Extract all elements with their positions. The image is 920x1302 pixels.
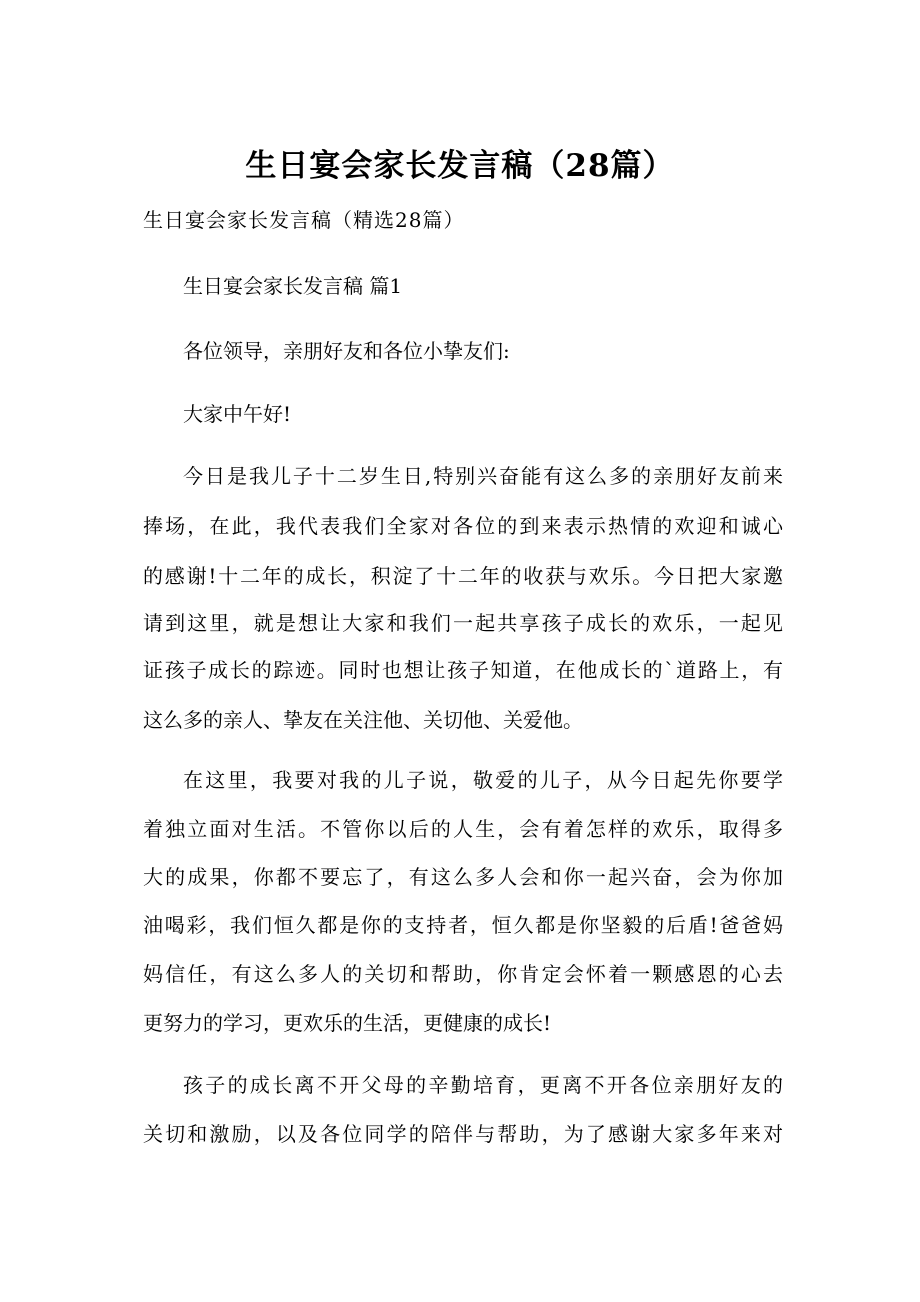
paragraph-line: 证孩子成长的踪迹。同时也想让孩子知道，在他成长的`道路上，有 xyxy=(143,658,783,682)
paragraph-line: 更努力的学习，更欢乐的生活，更健康的成长! xyxy=(143,1011,552,1035)
paragraph-line: 着独立面对生活。不管你以后的人生，会有着怎样的欢乐，取得多 xyxy=(143,817,783,841)
paragraph-line: 大的成果，你都不要忘了，有这么多人会和你一起兴奋，会为你加 xyxy=(143,865,783,889)
paragraph-line: 请到这里，就是想让大家和我们一起共享孩子成长的欢乐，一起见 xyxy=(143,611,783,635)
paragraph-line: 这么多的亲人、挚友在关注他、关切他、关爱他。 xyxy=(143,708,583,732)
paragraph-line: 关切和激励，以及各位同学的陪伴与帮助，为了感谢大家多年来对 xyxy=(143,1122,783,1146)
paragraph-line: 捧场，在此，我代表我们全家对各位的到来表示热情的欢迎和诚心 xyxy=(143,514,783,538)
paragraph-line: 油喝彩，我们恒久都是你的支持者，恒久都是你坚毅的后盾!爸爸妈 xyxy=(143,913,783,937)
paragraph-line: 在这里，我要对我的儿子说，敬爱的儿子，从今日起先你要学 xyxy=(183,768,783,792)
paragraph-line: 妈信任，有这么多人的关切和帮助，你肯定会怀着一颗感恩的心去 xyxy=(143,962,783,986)
greeting-line: 大家中午好! xyxy=(183,402,292,426)
paragraph-line: 孩子的成长离不开父母的辛勤培育，更离不开各位亲朋好友的 xyxy=(183,1073,783,1097)
document-title: 生日宴会家长发言稿（28篇） xyxy=(245,148,675,184)
paragraph-line: 的感谢!十二年的成长，积淀了十二年的收获与欢乐。今日把大家邀 xyxy=(143,564,783,588)
salutation-line: 各位领导，亲朋好友和各位小挚友们: xyxy=(183,339,510,363)
paragraph-line: 今日是我儿子十二岁生日,特别兴奋能有这么多的亲朋好友前来 xyxy=(183,464,783,488)
document-subtitle: 生日宴会家长发言稿（精选28篇） xyxy=(143,208,465,232)
section-heading: 生日宴会家长发言稿 篇1 xyxy=(183,274,403,298)
